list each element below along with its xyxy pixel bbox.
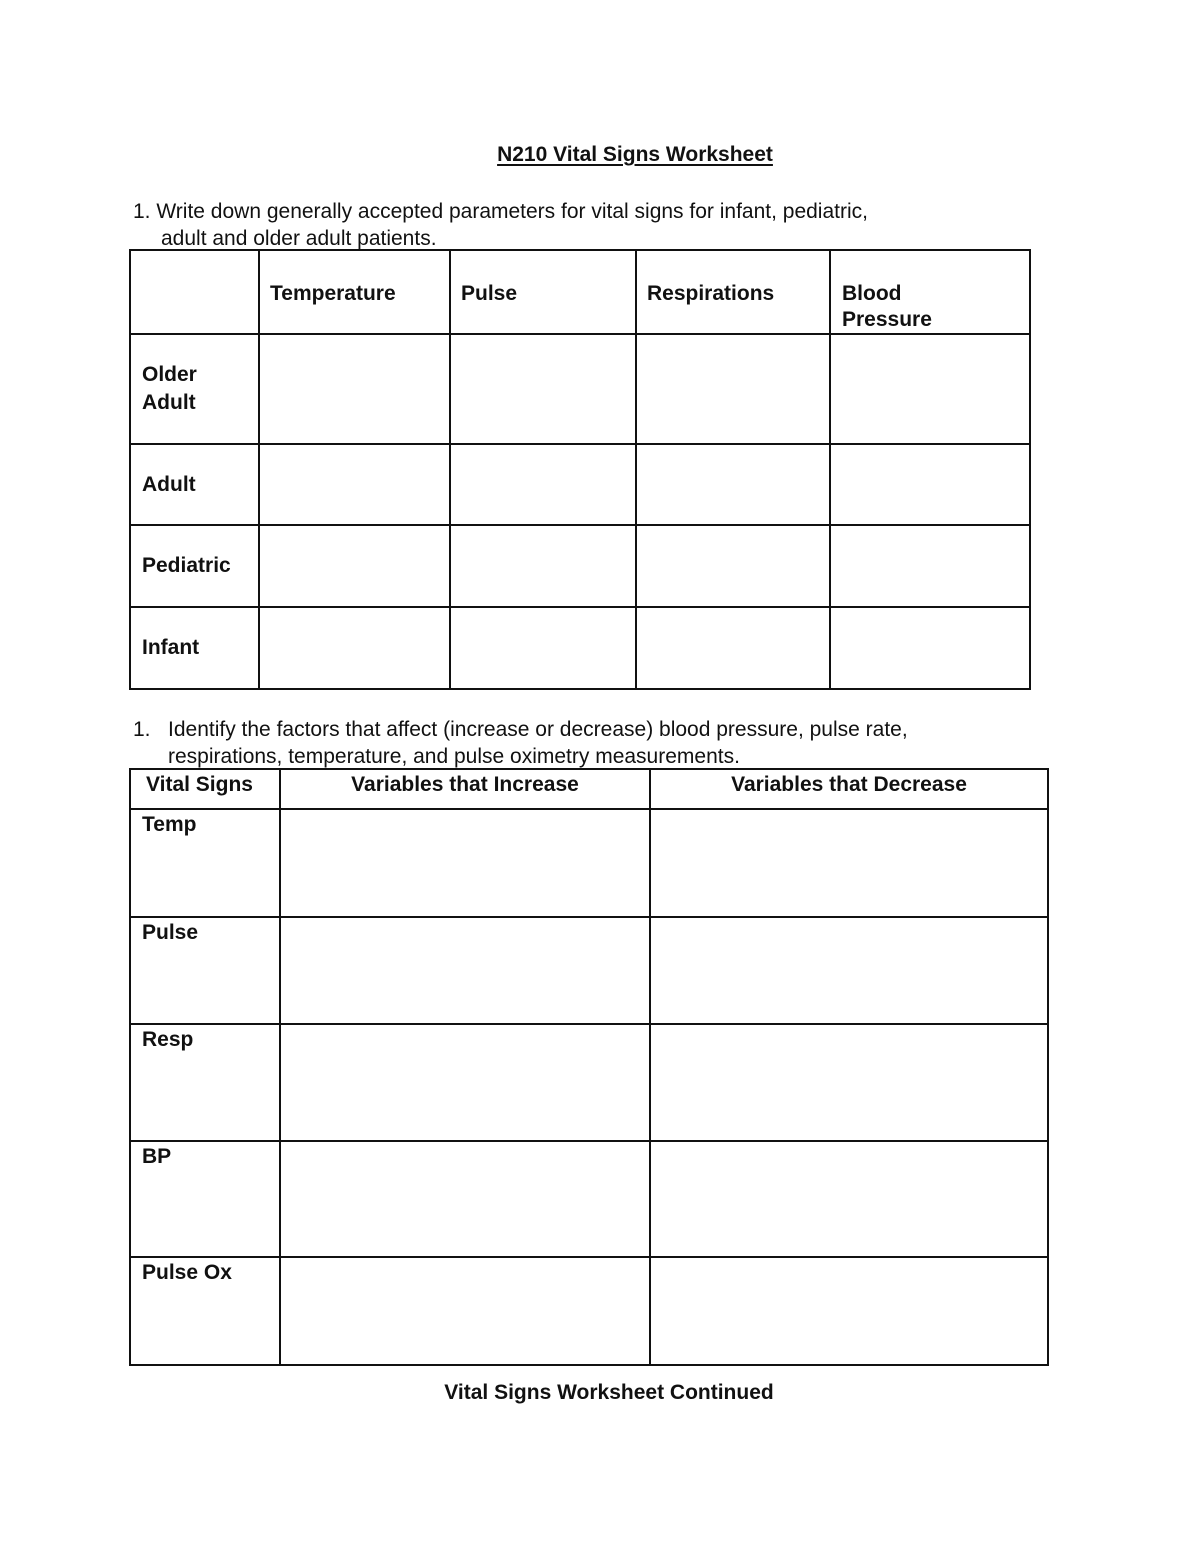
table-row (130, 1257, 1048, 1365)
older-adult-blood-pressure-cell[interactable] (830, 334, 1030, 444)
question-1 (133, 198, 868, 252)
header-pulse: Pulse (450, 250, 636, 334)
header-blood-pressure-line-1: Blood (842, 282, 902, 305)
row-label-pulse-ox: Pulse Ox (130, 1257, 280, 1365)
row-label-temp: Temp (130, 809, 280, 917)
pediatric-temperature-cell[interactable] (259, 525, 450, 607)
older-adult-pulse-cell[interactable] (450, 334, 636, 444)
resp-increase-cell[interactable] (280, 1024, 650, 1141)
row-label-infant: Infant (130, 607, 259, 689)
pediatric-pulse-cell[interactable] (450, 525, 636, 607)
continued-heading: Vital Signs Worksheet Continued (444, 1381, 774, 1404)
pediatric-respirations-cell[interactable] (636, 525, 830, 607)
header-temperature: Temperature (259, 250, 450, 334)
header-blood-pressure (830, 250, 1030, 334)
header-blood-pressure-line-2: Pressure (842, 308, 932, 331)
question-2-line-2: respirations, temperature, and pulse oximetry measurements. (168, 745, 740, 768)
vital-sign-parameters-table (129, 249, 1031, 690)
table-row (130, 444, 1030, 525)
table-row (130, 1024, 1048, 1141)
row-label-pulse: Pulse (130, 917, 280, 1024)
table-row (130, 809, 1048, 917)
bp-decrease-cell[interactable] (650, 1141, 1048, 1257)
header-vital-signs: Vital Signs (130, 769, 280, 809)
infant-blood-pressure-cell[interactable] (830, 607, 1030, 689)
row-label-bp: BP (130, 1141, 280, 1257)
header-variables-decrease: Variables that Decrease (650, 769, 1048, 809)
pulse-ox-increase-cell[interactable] (280, 1257, 650, 1365)
pulse-increase-cell[interactable] (280, 917, 650, 1024)
adult-respirations-cell[interactable] (636, 444, 830, 525)
infant-respirations-cell[interactable] (636, 607, 830, 689)
infant-pulse-cell[interactable] (450, 607, 636, 689)
adult-temperature-cell[interactable] (259, 444, 450, 525)
row-label-pediatric: Pediatric (130, 525, 259, 607)
table-header-row (130, 769, 1048, 809)
adult-pulse-cell[interactable] (450, 444, 636, 525)
header-respirations: Respirations (636, 250, 830, 334)
older-adult-temperature-cell[interactable] (259, 334, 450, 444)
question-1-line-1: Write down generally accepted parameters for vital signs for infant, pediatric, (156, 200, 868, 223)
table-header-blank (130, 250, 259, 334)
table-row (130, 525, 1030, 607)
table-header-row (130, 250, 1030, 334)
row-label-older: Older (142, 363, 197, 386)
question-1-number: 1. (133, 200, 151, 223)
adult-blood-pressure-cell[interactable] (830, 444, 1030, 525)
temp-decrease-cell[interactable] (650, 809, 1048, 917)
bp-increase-cell[interactable] (280, 1141, 650, 1257)
question-2 (133, 716, 908, 770)
infant-temperature-cell[interactable] (259, 607, 450, 689)
row-label-adult: Adult (130, 444, 259, 525)
table-row (130, 1141, 1048, 1257)
vital-sign-factors-table (129, 768, 1049, 1366)
question-2-line-1: Identify the factors that affect (increase or decrease) blood pressure, pulse rate, (168, 718, 908, 741)
header-variables-increase: Variables that Increase (280, 769, 650, 809)
table-row (130, 917, 1048, 1024)
pulse-ox-decrease-cell[interactable] (650, 1257, 1048, 1365)
row-label-adult-line: Adult (142, 391, 196, 414)
table-row (130, 334, 1030, 444)
temp-increase-cell[interactable] (280, 809, 650, 917)
worksheet-title: N210 Vital Signs Worksheet (497, 143, 773, 166)
table-row (130, 607, 1030, 689)
question-2-number: 1. (133, 718, 151, 741)
question-1-line-2: adult and older adult patients. (161, 227, 437, 250)
row-label-older-adult (130, 334, 259, 444)
row-label-resp: Resp (130, 1024, 280, 1141)
pulse-decrease-cell[interactable] (650, 917, 1048, 1024)
pediatric-blood-pressure-cell[interactable] (830, 525, 1030, 607)
resp-decrease-cell[interactable] (650, 1024, 1048, 1141)
older-adult-respirations-cell[interactable] (636, 334, 830, 444)
